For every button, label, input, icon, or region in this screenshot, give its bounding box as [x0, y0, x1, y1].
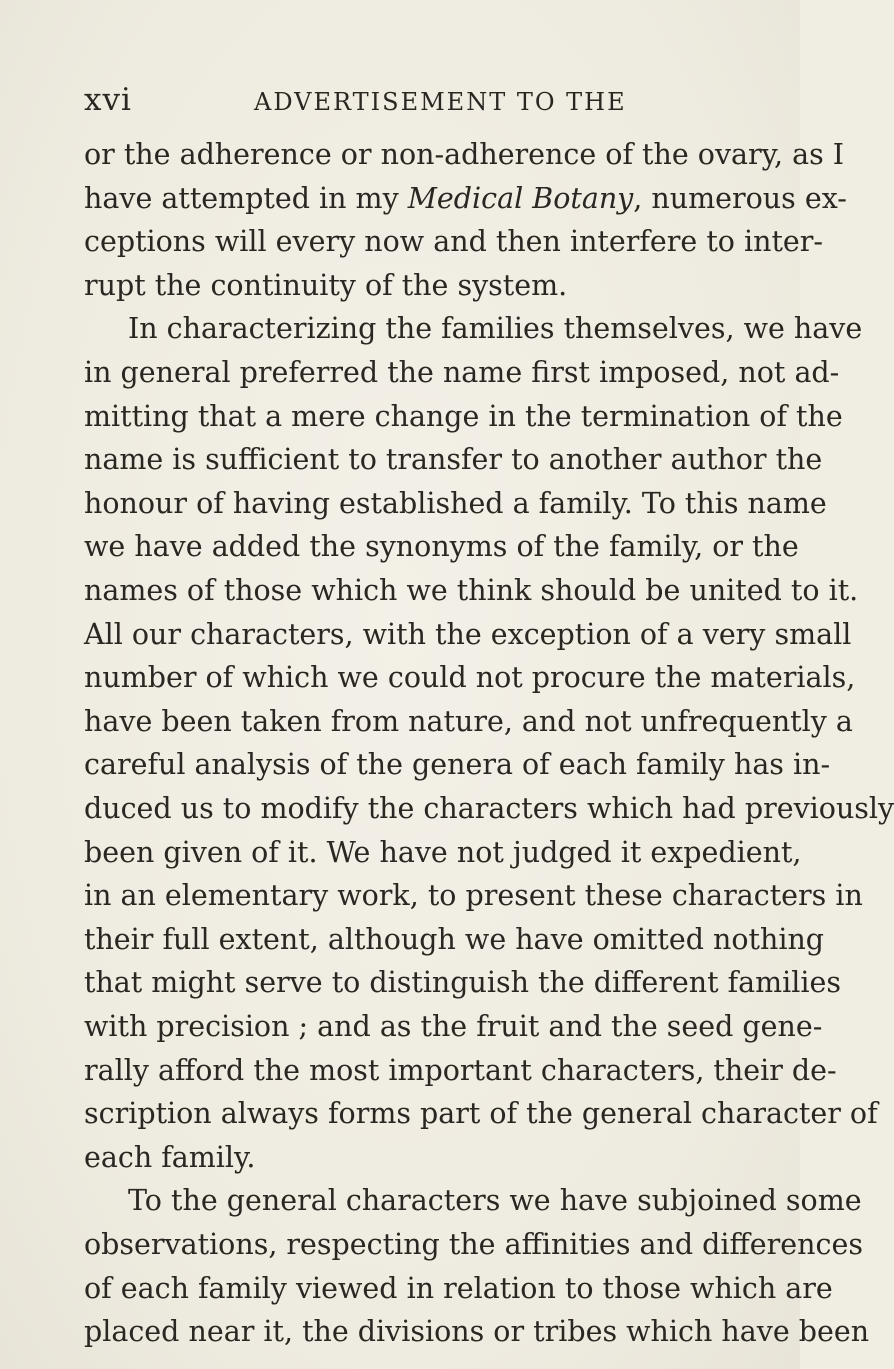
text-line: or the adherence or non-adherence of the ovary, as I — [84, 138, 845, 171]
text-line: number of which we could not procure the materials, — [84, 661, 856, 694]
text-line: each family. — [84, 1141, 256, 1174]
page-header — [84, 78, 744, 122]
text-line: of each family viewed in relation to those which are — [84, 1272, 833, 1305]
text-line: To the general characters we have subjoined some — [128, 1184, 862, 1217]
text-line: names of those which we think should be united to it. — [84, 574, 859, 607]
text-line: rally afford the most important characters, their de- — [84, 1054, 837, 1087]
text-line: scription always forms part of the general character of — [84, 1097, 878, 1130]
text-line: duced us to modify the characters which had previously — [84, 792, 894, 825]
text-line: been given of it. We have not judged it expedient, — [84, 836, 802, 869]
text-line: mitting that a mere change in the termination of the — [84, 400, 843, 433]
text-line: their full extent, although we have omitted nothing — [84, 923, 825, 956]
text-line: observations, respecting the affinities and differences — [84, 1228, 863, 1261]
text-line: with precision ; and as the fruit and the seed gene- — [84, 1010, 823, 1043]
text-line: we have added the synonyms of the family, or the — [84, 530, 799, 563]
text-line: have been taken from nature, and not unfrequently a — [84, 705, 853, 738]
book-title: Medical Botany — [407, 182, 634, 215]
text-line: in general preferred the name first imposed, not ad- — [84, 356, 840, 389]
page-number: xvi — [84, 82, 132, 118]
text-line: ceptions will every now and then interfere to inter- — [84, 225, 824, 258]
text-line: careful analysis of the genera of each family has in- — [84, 748, 831, 781]
text-line: rupt the continuity of the system. — [84, 269, 568, 302]
text-line: name is sufficient to transfer to another author the — [84, 443, 823, 476]
text-line: placed near it, the divisions or tribes which have been — [84, 1315, 870, 1348]
text-line: have attempted in my Medical Botany, numerous ex- — [84, 182, 847, 215]
text-line: In characterizing the families themselves, we have — [128, 312, 863, 345]
text-line: All our characters, with the exception of a very small — [84, 618, 852, 651]
text-line: honour of having established a family. To this name — [84, 487, 827, 520]
text-line: that might serve to distinguish the different families — [84, 966, 842, 999]
text-line: in an elementary work, to present these characters in — [84, 879, 863, 912]
running-head: ADVERTISEMENT TO THE — [254, 88, 627, 116]
